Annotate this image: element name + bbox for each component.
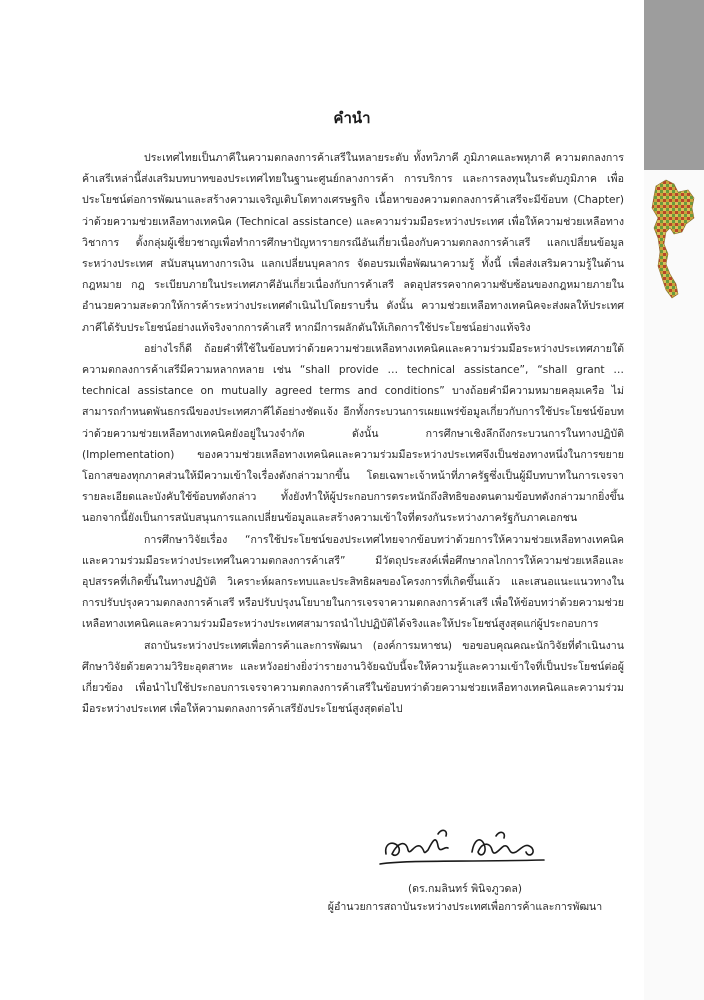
handwritten-signature: [376, 824, 552, 872]
paragraph-3: การศึกษาวิจัยเรื่อง “การใช้ประโยชน์ของประเทศไทยจากข้อบทว่าด้วยการให้ความช่วยเหลือทางเทคนิคและความร่วมมือระหว่างประเทศในความตกลงการค้าเสรี” มีวัตถุประสงค์เพื่อศึกษากลไกการให้ความช่วยเหลือและอุปสรรคที่เกิดขึ้นในทางปฏิบัติ วิเคราะห์ผลกระทบและประสิทธิผลของโครงการที่เกิดขึ้นแล้ว และเสนอแนะแนวทางในการปรับปรุงความตกลงการค้าเสรี หรือปรับปรุงนโยบายในการเจรจาความตกลงการค้าเสรี เพื่อให้ข้อบทว่าด้วยความช่วยเหลือทางเทคนิคและความร่วมมือระหว่างประเทศสามารถนำไปปฏิบัติได้จริงและให้ประโยชน์สูงสุดแก่ผู้ประกอบการ: [82, 533, 624, 631]
chapter-tab: [644, 0, 704, 170]
paragraph-2: อย่างไรก็ดี ถ้อยคำที่ใช้ในข้อบทว่าด้วยความช่วยเหลือทางเทคนิคและความร่วมมือระหว่างประเทศภายใต้ความตกลงการค้าเสรีมีความหลากหลาย เช่น “shall provide … technical assistance”, “shall grant … technical assistance on mutually agreed terms and conditions” บางถ้อยคำมีความหมายคลุมเครือ ไม่สามารถกำหนดพันธกรณีของประเทศภาคีได้อย่างชัดแจ้ง อีกทั้งกระบวนการเผยแพร่ข้อมูลเกี่ยวกับการใช้ประโยชน์ข้อบทว่าด้วยความช่วยเหลือทางเทคนิคยังอยู่ในวงจำกัด ดังนั้น การศึกษาเชิงลึกถึงกระบวนการในทางปฏิบัติ (Implementation) ของความช่วยเหลือทางเทคนิคและความร่วมมือระหว่างประเทศจึงเป็นช่องทางหนึ่งในการขยายโอกาสของทุกภาคส่วนให้มีความเข้าใจเรื่องดังกล่าวมากขึ้น โดยเฉพาะเจ้าหน้าที่ภาครัฐซึ่งเป็นผู้มีบทบาทในการเจรจารายละเอียดและบังคับใช้ข้อบทดังกล่าว ทั้งยังทำให้ผู้ประกอบการตระหนักถึงสิทธิของตนตามข้อบทดังกล่าวมากยิ่งขึ้น นอกจากนี้ยังเป็นการสนับสนุนการแลกเปลี่ยนข้อมูลและสร้างความเข้าใจที่ตรงกันระหว่างภาครัฐกับภาคเอกชน: [82, 342, 624, 525]
paragraph-4: สถาบันระหว่างประเทศเพื่อการค้าและการพัฒนา (องค์การมหาชน) ขอขอบคุณคณะนักวิจัยที่ดำเนินงานศึกษาวิจัยด้วยความวิริยะอุตสาหะ และหวังอย่างยิ่งว่ารายงานวิจัยฉบับนี้จะให้ความรู้และความเข้าใจที่เป็นประโยชน์ต่อผู้เกี่ยวข้อง เพื่อนำไปใช้ประกอบการเจรจาความตกลงการค้าเสรีในข้อบทว่าด้วยความช่วยเหลือทางเทคนิคและความร่วมมือระหว่างประเทศ เพื่อให้ความตกลงการค้าเสรียังประโยชน์สูงสุดต่อไป: [82, 639, 624, 716]
page-title: คำนำ: [333, 109, 371, 127]
signer-position: ผู้อำนวยการสถาบันระหว่างประเทศเพื่อการค้าและการพัฒนา: [327, 901, 603, 913]
thailand-map-icon: [648, 178, 696, 304]
foreword-body: [82, 148, 624, 720]
paragraph-1: ประเทศไทยเป็นภาคีในความตกลงการค้าเสรีในหลายระดับ ทั้งทวิภาคี ภูมิภาคและพหุภาคี ความตกลงการค้าเสรีเหล่านี้ส่งเสริมบทบาทของประเทศไทยในฐานะศูนย์กลางการค้า การบริการ และการลงทุนในระดับภูมิภาค เพื่อประโยชน์ต่อการพัฒนาและสร้างความเจริญเติบโตทางเศรษฐกิจ เนื้อหาของความตกลงการค้าเสรีจะมีข้อบท (Chapter) ว่าด้วยความช่วยเหลือทางเทคนิค (Technical assistance) และความร่วมมือระหว่างประเทศ เพื่อให้ความช่วยเหลือทางวิชาการ ตั้งกลุ่มผู้เชี่ยวชาญเพื่อทำการศึกษาปัญหารายกรณีอันเกี่ยวเนื่องกับความตกลงการค้าเสรี แลกเปลี่ยนข้อมูลระหว่างประเทศ สนับสนุนทางการเงิน แลกเปลี่ยนบุคลากร จัดอบรมเพื่อพัฒนาความรู้ ทั้งนี้ เพื่อส่งเสริมความรู้ในด้านกฎหมาย กฎ ระเบียบภายในประเทศภาคีอันเกี่ยวเนื่องกับการค้าเสรี ลดอุปสรรคจากความซับซ้อนของกฎหมายภายใน อำนวยความสะดวกให้การค้าระหว่างประเทศดำเนินไปโดยราบรื่น ดังนั้น ความช่วยเหลือทางเทคนิคจะส่งผลให้ประเทศภาคีได้รับประโยชน์อย่างแท้จริงจากการค้าเสรี หากมีการผลักดันให้เกิดการใช้ประโยชน์อย่างแท้จริง: [82, 152, 624, 334]
signer-name: (ดร.กมลินทร์ พินิจภูวดล): [407, 883, 523, 895]
